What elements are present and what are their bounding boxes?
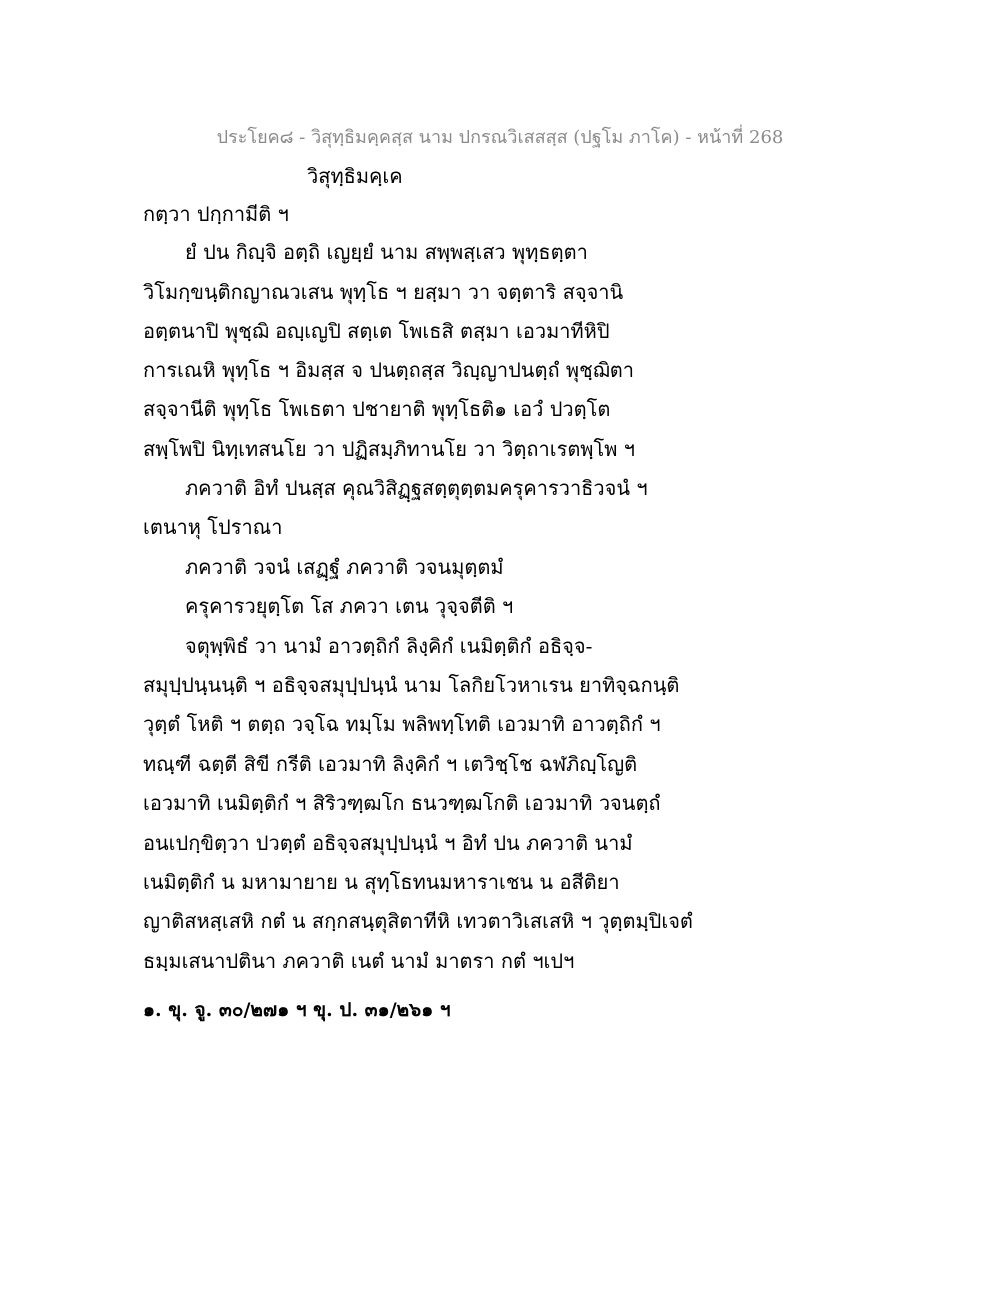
text-line: ทณฺฑี ฉตฺตี สิขี กรีติ เอวมาทิ ลิงฺคิกํ ฯ เตวิชฺโช ฉฬภิญฺโญติ <box>143 752 638 776</box>
text-line: ยํ ปน กิญฺจิ อตฺถิ เญยฺยํ นาม สพฺพสฺเสว พุทฺธตฺตา <box>185 240 588 264</box>
text-line: สพฺโพปิ นิทฺเทสนโย วา ปฏิสมฺภิทานโย วา วิตฺถาเรตพฺโพ ฯ <box>143 437 636 461</box>
text-line: ญาติสหสฺเสหิ กตํ น สกฺกสนฺตุสิตาทีหิ เทวตาวิเสเสหิ ฯ วุตฺตมฺปิเจตํ <box>143 909 693 933</box>
text-line: อตฺตนาปิ พุชฺฌิ อญฺเญปิ สตฺเต โพเธสิ ตสฺมา เอวมาทีหิปิ <box>143 319 610 343</box>
text-line: เตนาหุ โปราณา <box>143 515 283 539</box>
text-line: ภควาติ วจนํ เสฏฺฐํ ภควาติ วจนมุตฺตมํ <box>185 555 504 579</box>
footnote: ๑. ขุ. จู. ๓๐/๒๗๑ ฯ ขุ. ป. ๓๑/๒๖๑ ฯ <box>143 999 451 1021</box>
text-line: วุตฺตํ โหติ ฯ ตตฺถ วจฺโฉ ทมฺโม พลิพทฺโทติ เอวมาทิ อาวตฺถิกํ ฯ <box>143 712 661 736</box>
text-line: สมุปฺปนฺนนฺติ ฯ อธิจฺจสมุปฺปนฺนํ นาม โลกิยโวหาเรน ยาทิจฺฉกนฺติ <box>143 673 680 697</box>
text-line: ครุคารวยุตฺโต โส ภควา เตน วุจฺจตีติ ฯ <box>185 594 514 618</box>
text-line: วิโมกฺขนฺติกญาณวเสน พุทฺโธ ฯ ยสฺมา วา จตฺตาริ สจฺจานิ <box>143 280 624 304</box>
text-line: ภควาติ อิทํ ปนสฺส คุณวิสิฏฺฐสตฺตุตฺตมครุคารวาธิวจนํ ฯ <box>185 476 648 500</box>
text-line: กตฺวา ปกฺกามีติ ฯ <box>143 202 289 226</box>
text-line: เอวมาทิ เนมิตฺติกํ ฯ สิริวฑฺฒโก ธนวฑฺฒโกติ เอวมาทิ วจนตฺถํ <box>143 791 661 815</box>
text-line: อนเปกฺขิตฺวา ปวตฺตํ อธิจฺจสมุปฺปนฺนํ ฯ อิทํ ปน ภควาติ นามํ <box>143 831 633 855</box>
text-line: การเณหิ พุทฺโธ ฯ อิมสฺส จ ปนตฺถสฺส วิญฺญาปนตฺถํ พุชฺฌิตา <box>143 358 634 382</box>
text-line: เนมิตฺติกํ น มหามายาย น สุทฺโธทนมหาราเชน น อสีติยา <box>143 870 620 894</box>
text-line: ธมฺมเสนาปตินา ภควาติ เนตํ นามํ มาตรา กตํ ฯเปฯ <box>143 949 575 973</box>
page-header: ประโยค๘ - วิสุทฺธิมคฺคสฺส นาม ปกรณวิเสสสฺส (ปฐโม ภาโค) - หน้าที่ 268 <box>216 127 784 148</box>
text-line: จตุพฺพิธํ วา นามํ อาวตฺถิกํ ลิงฺคิกํ เนมิตฺติกํ อธิจฺจ- <box>185 634 593 658</box>
page-title: วิสุทฺธิมคฺเค <box>307 164 403 188</box>
text-line: สจฺจานีติ พุทฺโธ โพเธตา ปชายาติ พุทฺโธติ๑ เอวํ ปวตฺโต <box>143 397 611 421</box>
